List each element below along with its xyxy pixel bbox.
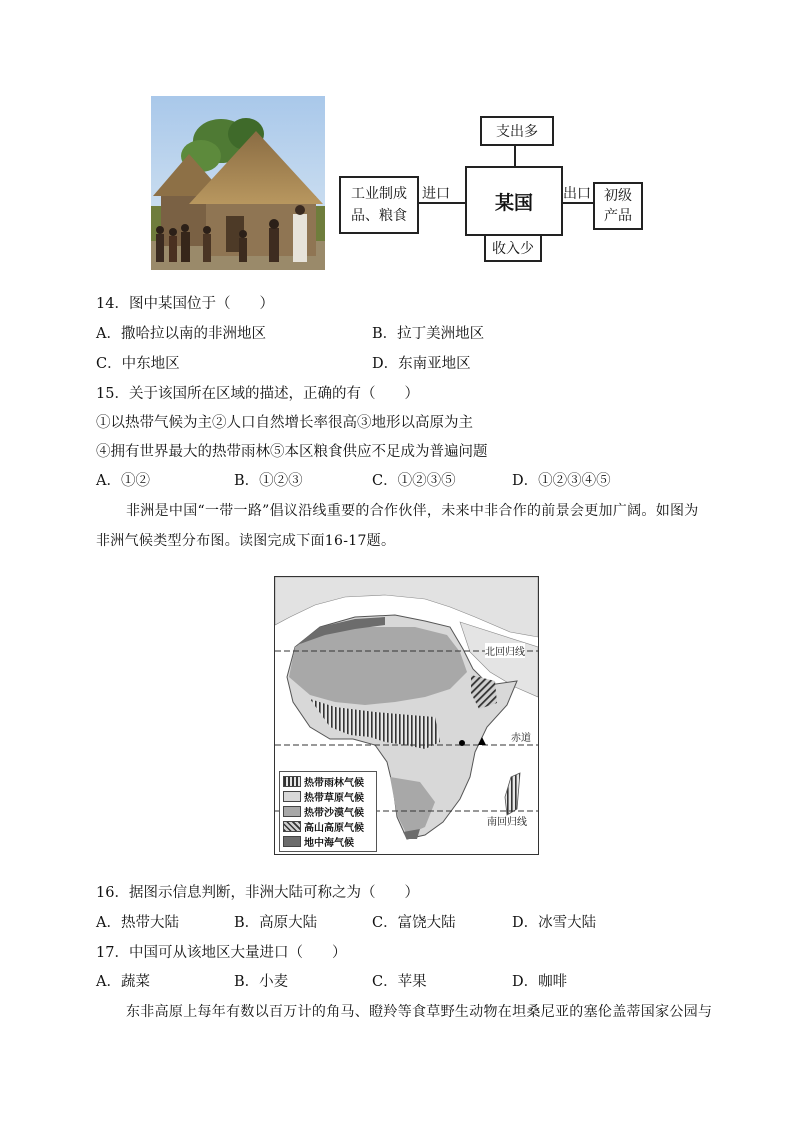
diagram-right-box [593,182,643,230]
export-label: 出口 [563,186,591,202]
legend-label-desert: 热带沙漠气候 [304,808,364,819]
q15-statements-2: ④拥有世界最大的热带雨林⑤本区粮食供应不足成为普遍问题 [96,444,488,460]
map-legend [279,771,377,852]
q15-option-c: C．①②③⑤ [372,473,456,489]
q15-option-a: A．①② [96,473,150,489]
q17-option-d: D．咖啡 [512,974,568,990]
legend-swatch-savanna [283,791,301,802]
diagram-top-box [480,116,554,146]
equator-label: 赤道 [511,729,531,744]
africa-climate-map [274,576,539,855]
tropic-north-label: 北回归线 [485,643,525,658]
legend-swatch-desert [283,806,301,817]
q14-option-b: B．拉丁美洲地区 [372,326,485,342]
q17-option-b: B．小麦 [234,974,289,990]
diagram-center-label: 某国 [494,191,533,214]
q16-option-a: A．热带大陆 [96,915,179,931]
diagram-left-label-line2: 品、粮食 [351,208,407,224]
q14-option-d: D．东南亚地区 [372,356,471,372]
legend-label-savanna: 热带草原气候 [304,793,364,804]
q15-option-d: D．①②③④⑤ [512,473,611,489]
q17-option-a: A．蔬菜 [96,974,150,990]
legend-swatch-mediterranean [283,836,301,847]
diagram-bottom-label: 收入少 [492,241,534,257]
import-label: 进口 [422,186,450,202]
intro-line-1: 非洲是中国“一带一路”倡议沿线重要的合作伙伴，未来中非合作的前景会更加广阔。如图为 [126,503,699,519]
intro-line-2: 非洲气候类型分布图。读图完成下面16-17题。 [96,533,396,549]
legend-item-rainforest [283,774,373,789]
q17-option-c: C．苹果 [372,974,427,990]
q16-option-b: B．高原大陆 [234,915,318,931]
legend-label-mediterranean: 地中海气候 [304,838,354,849]
q15-statements-1: ①以热带气候为主②人口自然增长率很高③地形以高原为主 [96,415,473,431]
legend-item-desert [283,804,373,819]
q16-option-d: D．冰雪大陆 [512,915,597,931]
legend-item-mediterranean [283,834,373,849]
q14-stem: 14．图中某国位于（ ） [96,296,274,312]
diagram-left-box [339,176,419,234]
q16-stem: 16．据图示信息判断，非洲大陆可称之为（ ） [96,885,419,901]
diagram-right-label-line2: 产品 [604,208,632,224]
q15-stem: 15．关于该国所在区域的描述，正确的有（ ） [96,386,419,402]
q16-option-c: C．富饶大陆 [372,915,456,931]
legend-item-highland [283,819,373,834]
q14-option-c: C．中东地区 [96,356,180,372]
diagram-left-label-line1: 工业制成 [351,186,407,202]
hut-photo [151,96,325,270]
legend-label-highland: 高山高原气候 [304,823,364,834]
legend-item-savanna [283,789,373,804]
diagram-center-box [465,166,563,236]
connector-top [514,144,516,166]
tropic-south-label: 南回归线 [487,817,527,828]
q14-option-a: A．撒哈拉以南的非洲地区 [96,326,266,342]
diagram-bottom-box [484,234,542,262]
diagram-top-label: 支出多 [496,124,538,140]
legend-swatch-rainforest [283,776,301,787]
q15-option-b: B．①②③ [234,473,303,489]
diagram-right-label-line1: 初级 [604,188,632,204]
hut-photo-drawing [151,96,325,270]
trailing-line-1: 东非高原上每年有数以百万计的角马、瞪羚等食草野生动物在坦桑尼亚的塞伦盖蒂国家公园与 [126,1004,713,1020]
legend-swatch-highland [283,821,301,832]
legend-label-rainforest: 热带雨林气候 [304,778,364,789]
q17-stem: 17．中国可从该地区大量进口（ ） [96,945,347,961]
